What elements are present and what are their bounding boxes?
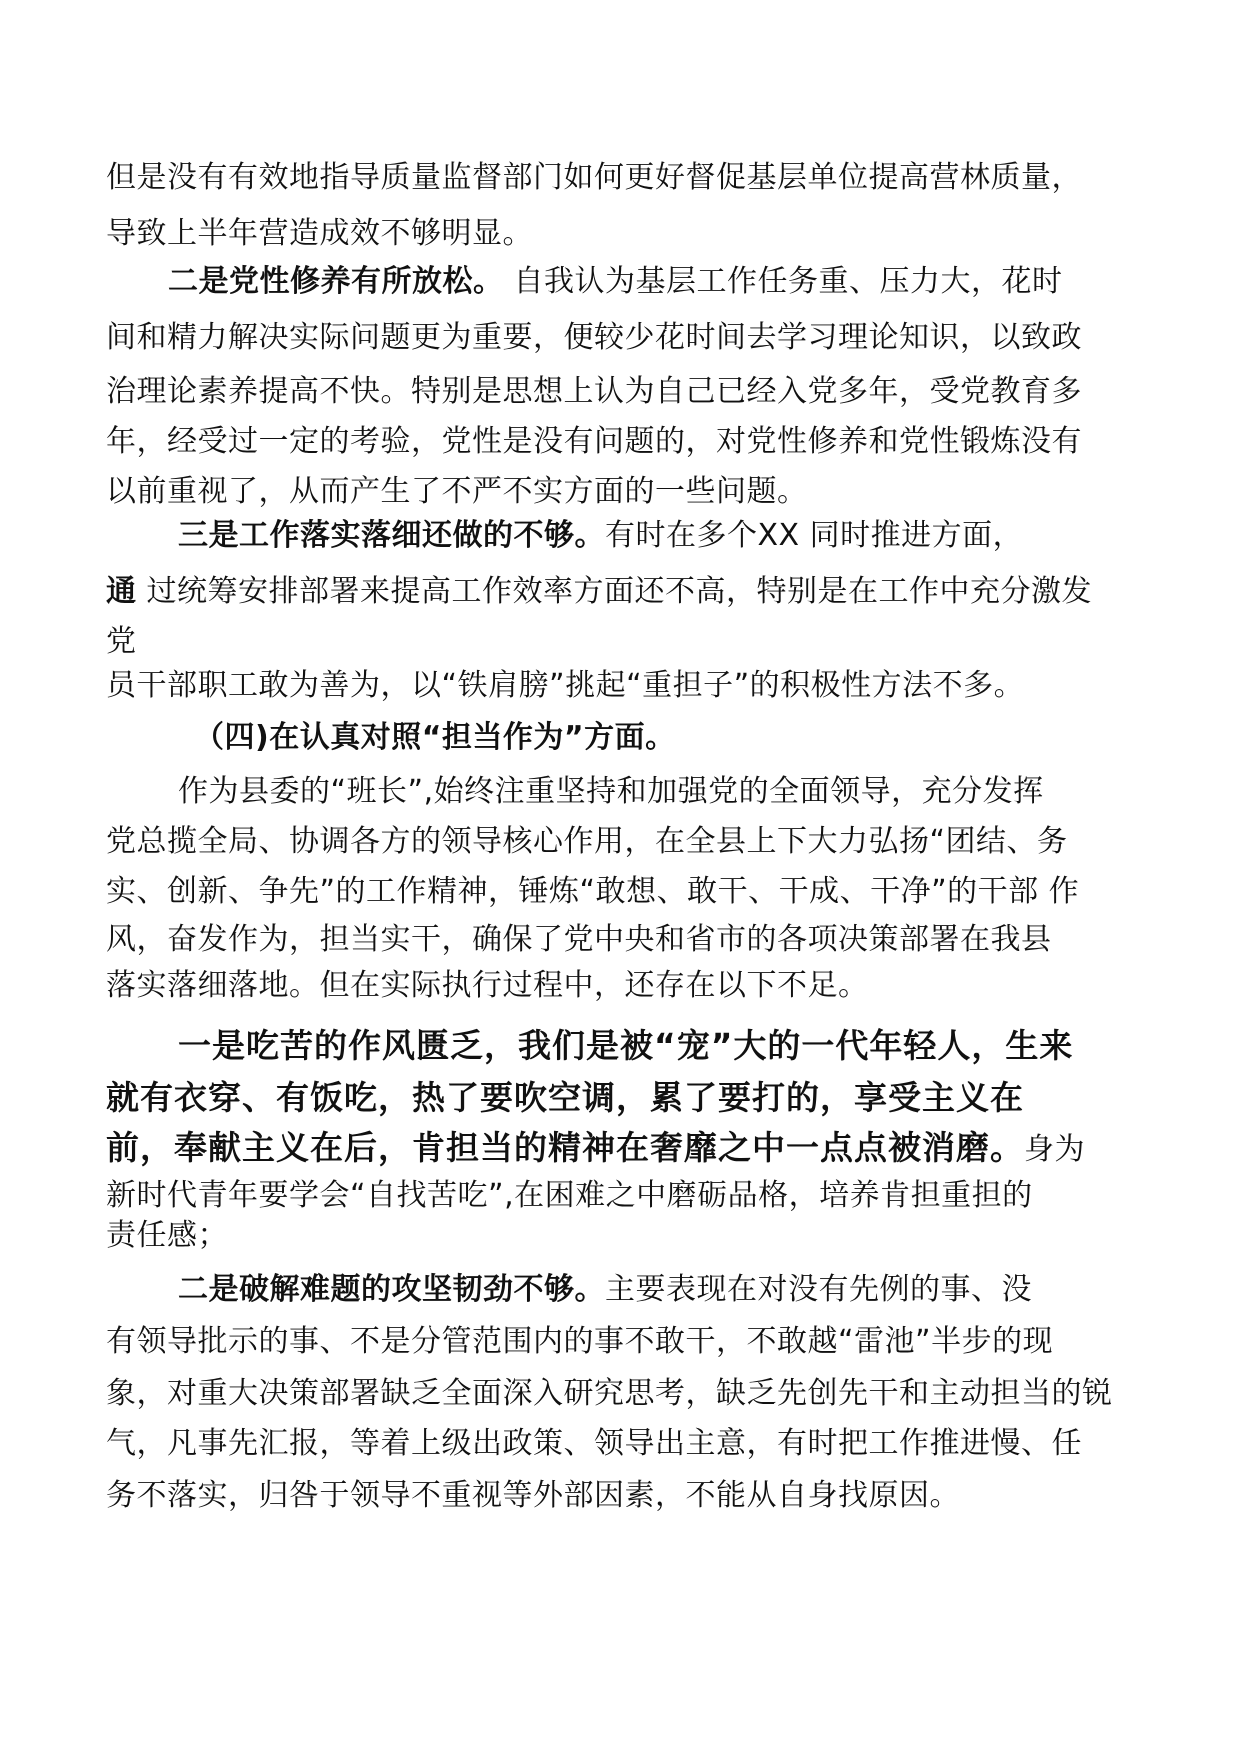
paragraph-line <box>178 772 1044 812</box>
text-run: 风，奋发作为，担当实干，确保了党中央和省市的各项决策部署在我县 <box>106 922 1052 957</box>
paragraph-line <box>106 422 1082 462</box>
paragraph-line <box>106 372 1082 412</box>
paragraph-line <box>178 1026 1073 1066</box>
paragraph-line <box>106 1476 960 1516</box>
paragraph-line <box>106 1424 1082 1464</box>
paragraph-line <box>178 1270 1032 1310</box>
paragraph-line <box>106 1128 1085 1170</box>
text-run: 间和精力解决实际问题更为重要，便较少花时间去学习理论知识，以致政 <box>106 320 1082 355</box>
text-run: 实、创新、争先”的工作精神，锤炼“敢想、敢干、干成、干净”的干部 作 <box>106 874 1080 909</box>
bold-heading: 二是党性修养有所放松。 <box>168 264 504 299</box>
text-run: 党总揽全局、协调各方的领导核心作用，在全县上下大力弘扬“团结、务 <box>106 824 1068 859</box>
paragraph-line <box>106 1374 1113 1414</box>
paragraph-line <box>106 822 1068 862</box>
text-run: 导致上半年营造成效不够明显。 <box>106 216 533 251</box>
paragraph-line <box>106 1176 1033 1216</box>
text-run: 有领导批示的事、不是分管范围内的事不敢干，不敢越“雷池”半步的现 <box>106 1324 1054 1359</box>
paragraph-line <box>106 666 1024 706</box>
bold-heading: 一是吃苦的作风匮乏，我们是被“宠”大的一代年轻人，生来 <box>178 1026 1074 1065</box>
text-run: 但是没有有效地指导质量监督部门如何更好督促基层单位提高营林质量， <box>106 160 1082 195</box>
text-run: 过统筹安排部署来提高工作效率方面还不高，特别是在工作中充分激发 <box>136 574 1093 609</box>
text-run: 象，对重大决策部署缺乏全面深入研究思考，缺乏先创先干和主动担当的锐 <box>106 1376 1113 1411</box>
paragraph-line <box>106 472 808 512</box>
text-run: 治理论素养提高不快。特别是思想上认为自己已经入党多年，受党教育多 <box>106 374 1082 409</box>
bold-heading: 三是工作落实落细还做的不够。 <box>178 518 605 553</box>
bold-char: 通 <box>106 574 137 609</box>
text-run: 员干部职工敢为善为，以“铁肩膀”挑起“重担子”的积极性方法不多。 <box>106 668 1025 703</box>
paragraph-line <box>106 158 1082 198</box>
text-run: 有时在多个XX 同时推进方面， <box>605 518 1024 553</box>
bold-heading: 二是破解难题的攻坚韧劲不够。 <box>178 1272 605 1307</box>
text-run: 年，经受过一定的考验，党性是没有问题的，对党性修养和党性锻炼没有 <box>106 424 1082 459</box>
text-run: 身为 <box>1024 1132 1085 1167</box>
text-run: 落实落细落地。但在实际执行过程中，还存在以下不足。 <box>106 968 869 1003</box>
paragraph-line <box>106 1078 1024 1118</box>
bold-heading: 前，奉献主义在后，肯担当的精神在奢靡之中一点点被消磨。 <box>106 1128 1024 1167</box>
text-run: 党 <box>106 624 137 659</box>
text-run: 主要表现在对没有先例的事、没 <box>605 1272 1032 1307</box>
paragraph-line <box>106 920 1052 960</box>
section-heading <box>194 718 676 758</box>
bold-heading: 就有衣穿、有饭吃，热了要吹空调，累了要打的，享受主义在 <box>106 1078 1024 1117</box>
text-run: 作为县委的“班长”,始终注重坚持和加强党的全面领导，充分发挥 <box>178 774 1044 809</box>
paragraph-line <box>106 622 137 662</box>
text-run: 气，凡事先汇报，等着上级出政策、领导出主意，有时把工作推进慢、任 <box>106 1426 1082 1461</box>
text-run: 责任感； <box>106 1218 228 1253</box>
text-run: 新时代青年要学会“自找苦吃”,在困难之中磨砺品格，培养肯担重担的 <box>106 1178 1033 1213</box>
text-run: 务不落实，归咎于领导不重视等外部因素，不能从自身找原因。 <box>106 1478 960 1513</box>
paragraph-line <box>106 318 1082 358</box>
paragraph-line <box>106 966 869 1006</box>
text-run: 以前重视了，从而产生了不严不实方面的一些问题。 <box>106 474 808 509</box>
paragraph-line <box>106 1216 228 1256</box>
text-run: （四)在认真对照“担当作为”方面。 <box>194 720 676 755</box>
paragraph-line <box>178 516 1023 556</box>
paragraph-line <box>106 214 533 254</box>
paragraph-line <box>106 1322 1053 1362</box>
paragraph-line <box>106 872 1079 912</box>
paragraph-line <box>168 262 1063 302</box>
paragraph-line <box>106 572 1092 612</box>
text-run: 自我认为基层工作任务重、压力大，花时 <box>503 264 1063 299</box>
